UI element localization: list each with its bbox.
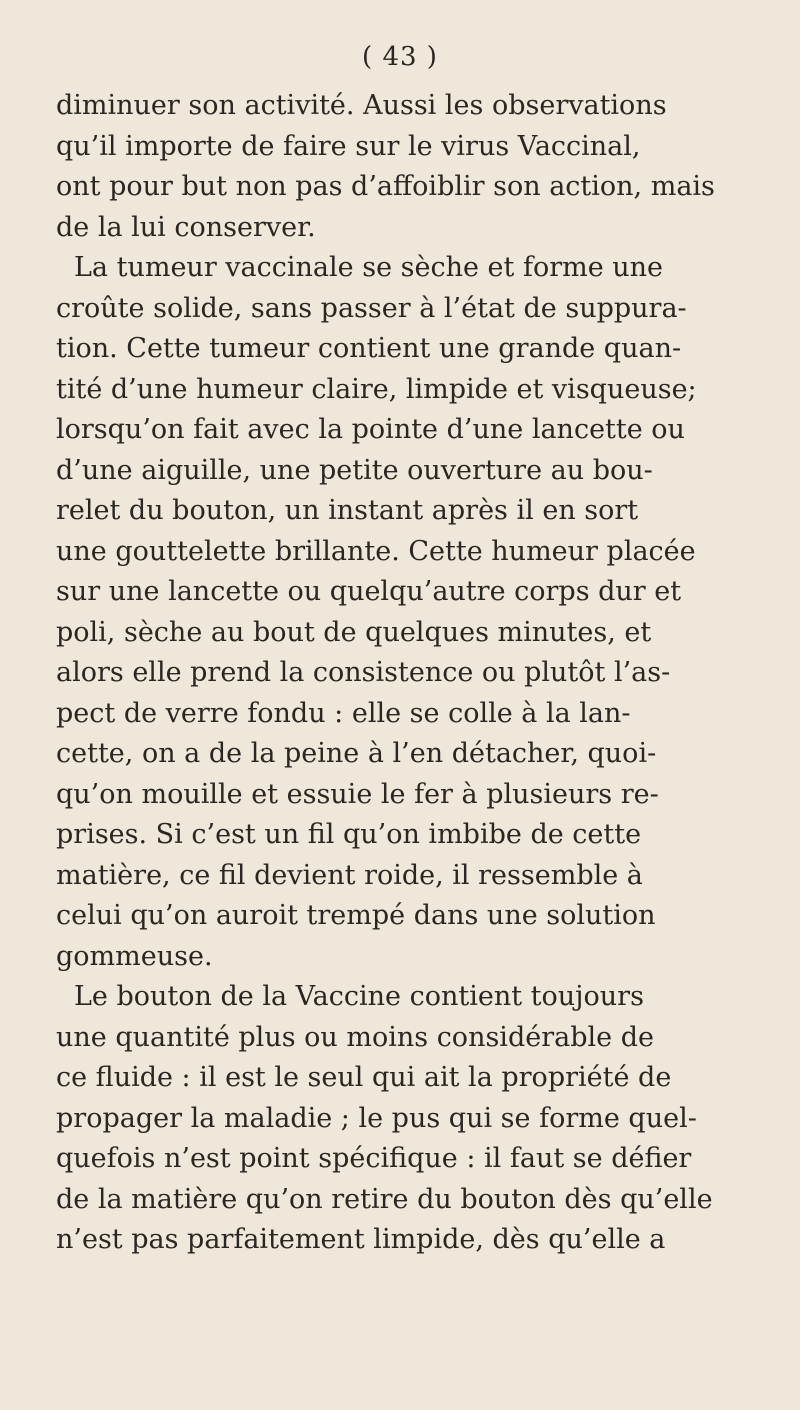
text-line: diminuer son activité. Aussi les observations: [56, 90, 667, 121]
text-line: ce fluide : il est le seul qui ait la propriété de: [56, 1062, 672, 1093]
text-line: relet du bouton, un instant après il en sort: [56, 495, 639, 526]
text-line: une quantité plus ou moins considérable de: [56, 1021, 654, 1053]
text-line: poli, sèche au bout de quelques minutes, et: [56, 616, 652, 648]
text-line: qu’on mouille et essuie le fer à plusieurs re-: [56, 778, 659, 810]
text-line: qu’il importe de faire sur le virus Vaccinal,: [56, 130, 641, 162]
text-line: sur une lancette ou quelqu’autre corps dur et: [56, 576, 682, 607]
text-line: alors elle prend la consistence ou plutôt l’as-: [56, 657, 671, 688]
paragraph-start-line: Le bouton de la Vaccine contient toujours: [74, 981, 644, 1012]
text-line: matière, ce fil devient roide, il ressemble à: [56, 859, 643, 891]
text-line: croûte solide, sans passer à l’état de suppura-: [56, 292, 687, 324]
text-line: quefois n’est point spécifique : il faut se défier: [56, 1143, 692, 1174]
text-line: pect de verre fondu : elle se colle à la lan-: [56, 697, 631, 729]
text-line: celui qu’on auroit trempé dans une solution: [56, 900, 656, 931]
text-line: tion. Cette tumeur contient une grande quan-: [56, 333, 682, 364]
text-line: lorsqu’on fait avec la pointe d’une lancette ou: [56, 414, 685, 445]
page-number: ( 43 ): [362, 42, 438, 72]
text-line: n’est pas parfaitement limpide, dès qu’elle a: [56, 1224, 666, 1255]
paragraph-start-line: La tumeur vaccinale se sèche et forme une: [74, 252, 664, 283]
text-line: cette, on a de la peine à l’en détacher, quoi-: [56, 738, 657, 769]
text-line: d’une aiguille, une petite ouverture au bou-: [56, 454, 653, 486]
text-line: prises. Si c’est un fil qu’on imbibe de cette: [56, 819, 642, 850]
text-line: une gouttelette brillante. Cette humeur placée: [56, 535, 696, 567]
body-text: [56, 86, 746, 1261]
text-line: de la lui conserver.: [56, 211, 316, 243]
text-line: ont pour but non pas d’affoiblir son action, mais: [56, 171, 715, 202]
text-line: tité d’une humeur claire, limpide et visqueuse;: [56, 373, 697, 405]
text-line: propager la maladie ; le pus qui se forme quel-: [56, 1102, 697, 1134]
text-line: de la matière qu’on retire du bouton dès qu’elle: [56, 1183, 713, 1215]
text-line: gommeuse.: [56, 940, 213, 972]
